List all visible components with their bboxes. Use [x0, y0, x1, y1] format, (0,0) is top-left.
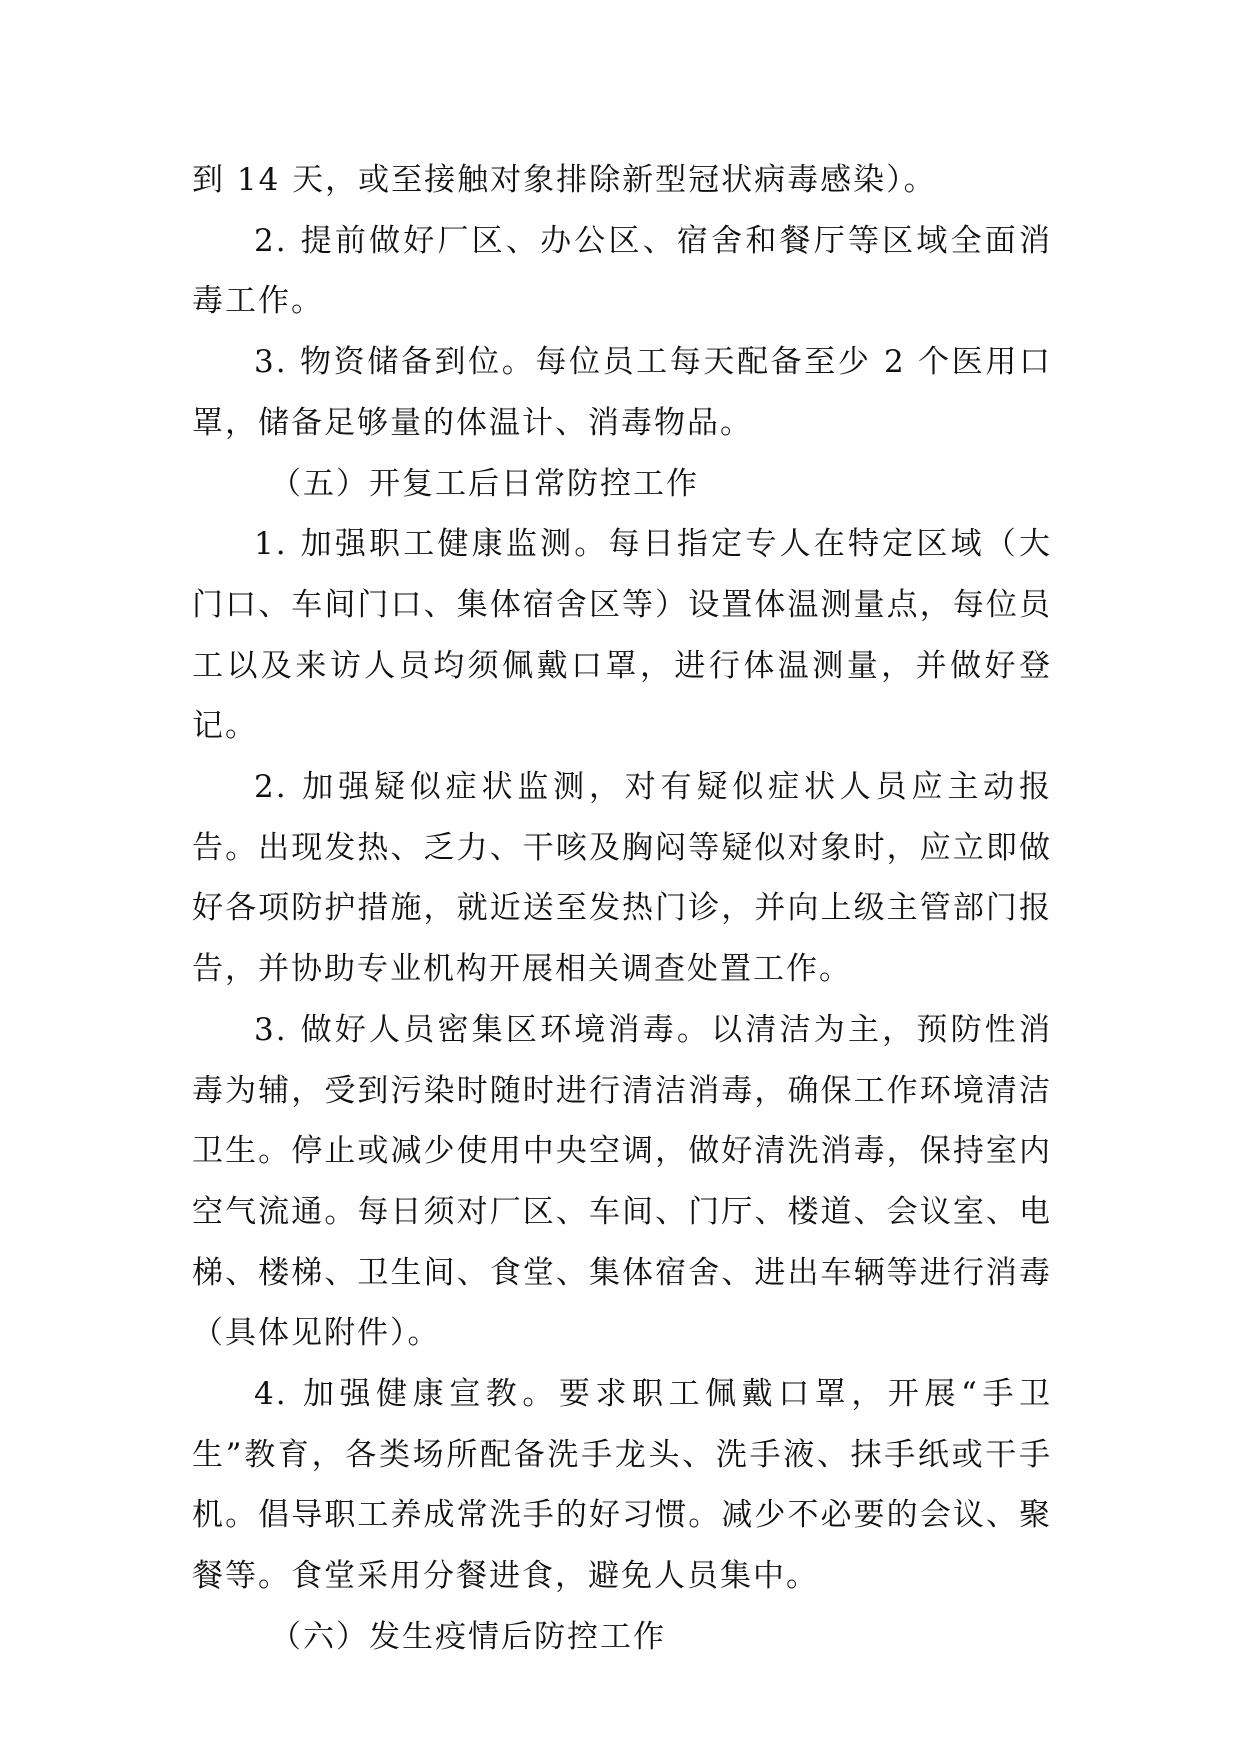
document-body — [192, 150, 1052, 1668]
paragraph-item-health-education: 4. 加强健康宣教。要求职工佩戴口罩，开展“手卫生”教育，各类场所配备洗手龙头、洗手液、抹手纸或干手机。倡导职工养成常洗手的好习惯。减少不必要的会议、聚餐等。食堂采用分餐进食，避免人员集中。 — [192, 1376, 1052, 1595]
paragraph-item-symptom-monitoring: 2. 加强疑似症状监测，对有疑似症状人员应主动报告。出现发热、乏力、干咳及胸闷等疑似对象时，应立即做好各项防护措施，就近送至发热门诊，并向上级主管部门报告，并协助专业机构开展相关调查处置工作。 — [192, 769, 1052, 988]
paragraph-item-health-monitoring: 1. 加强职工健康监测。每日指定专人在特定区域（大门口、车间门口、集体宿舍区等）设置体温测量点，每位员工以及来访人员均须佩戴口罩，进行体温测量，并做好登记。 — [192, 526, 1052, 745]
section-heading-post-outbreak: （六）发生疫情后防控工作 — [270, 1618, 666, 1655]
section-heading-daily-prevention: （五）开复工后日常防控工作 — [270, 465, 699, 502]
paragraph-item-disinfection-prep: 2. 提前做好厂区、办公区、宿舍和餐厅等区域全面消毒工作。 — [192, 222, 1052, 320]
paragraph-item-environment-disinfection: 3. 做好人员密集区环境消毒。以清洁为主，预防性消毒为辅，受到污染时随时进行清洁消毒，确保工作环境清洁卫生。停止或减少使用中央空调，做好清洗消毒，保持室内空气流通。每日须对厂区、车间、门厅、楼道、会议室、电梯、楼梯、卫生间、食堂、集体宿舍、进出车辆等进行消毒（具体见附件）。 — [192, 1011, 1052, 1352]
paragraph-continuation: 到 14 天，或至接触对象排除新型冠状病毒感染）。 — [192, 162, 937, 198]
paragraph-item-supplies: 3. 物资储备到位。每位员工每天配备至少 2 个医用口罩，储备足够量的体温计、消毒物品。 — [192, 344, 1052, 441]
